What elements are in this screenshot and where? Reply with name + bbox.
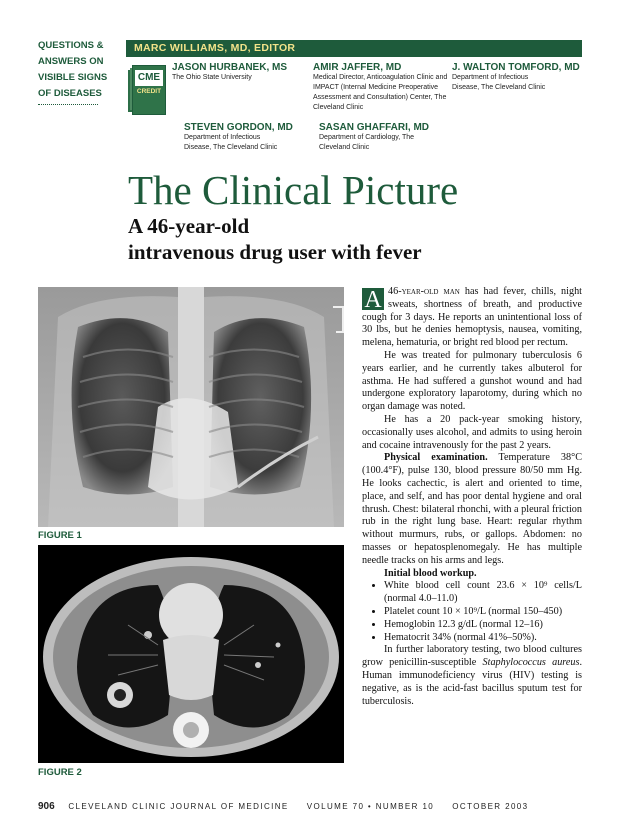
paragraph: [362, 644, 582, 708]
editor-banner: [126, 40, 582, 57]
figure-1-label: FIGURE 1: [38, 530, 82, 541]
author-name: STEVEN GORDON, MD: [184, 122, 293, 133]
article-body: [362, 286, 582, 708]
organism-name: Staphylococcus aureus: [482, 657, 580, 669]
lead-in: 46-year-old man: [388, 286, 460, 297]
page-title: The Clinical Picture: [128, 167, 459, 213]
list-item: • Hematocrit 34% (normal 41%–50%).: [384, 632, 582, 645]
journal-name: CLEVELAND CLINIC JOURNAL OF MEDICINE: [68, 802, 289, 811]
paragraph: [362, 286, 582, 350]
author-affiliation: The Ohio State University: [172, 74, 252, 81]
list-item: • Platelet count 10 × 10⁹/L (normal 150–450): [384, 606, 582, 619]
list-item: • Hemoglobin 12.3 g/dL (normal 12–16): [384, 619, 582, 632]
section-label-line: OF DISEASES: [38, 88, 102, 99]
author-affiliation: Department of Infectious Disease, The Cleveland Clinic: [452, 74, 546, 91]
subtitle-line: A 46-year-old: [128, 214, 250, 238]
editor-name: MARC WILLIAMS, MD, EDITOR: [134, 42, 296, 54]
paragraph-text: has had fever, chills, night sweats, shortness of breath, and productive cough for 3 days. He reports an unintentional loss of 30 lbs, but he denies hemoptysis, nausea, vomiting, melena, hematuria, or bright red blood per rectum.: [362, 286, 582, 349]
paragraph-text: . Human immunodeficiency virus (HIV) testing is negative, as is the acid-fast bacillus sputum test for tuberculosis.: [362, 657, 582, 707]
author-affiliation: Department of Cardiology, The Cleveland Clinic: [319, 134, 415, 151]
paragraph-text: Temperature 38°C (100.4°F), pulse 130, blood pressure 80/50 mm Hg. He looks cachectic, is alert and oriented to time, place, and self, and has poor dental hygiene and oral thrush. Chest: bilateral rhonchi, with a pleural friction rub in the right lung base. Heart: regular rhythm without murmurs, rubs, or gallops. Abdomen: no masses or hepatosplenomegaly. He has multiple needle tracks on his arms and legs.: [362, 452, 582, 566]
journal-date: OCTOBER 2003: [452, 802, 529, 811]
drop-cap: A: [362, 288, 384, 310]
author-block: [313, 62, 448, 113]
author-affiliation: Medical Director, Anticoagulation Clinic and IMPACT (Internal Medicine Preoperative Assessment and Consultation) Center, The Cleveland Clinic: [313, 74, 448, 111]
journal-volume: VOLUME 70 • NUMBER 10: [306, 802, 435, 811]
section-heading: Physical examination.: [384, 452, 488, 464]
paragraph: He has a 20 pack-year smoking history, occasionally uses alcohol, and admits to using heroin and cocaine intravenously for the past 2 years.: [362, 413, 582, 451]
lab-results-list: [362, 580, 582, 644]
author-name: J. WALTON TOMFORD, MD: [452, 62, 580, 73]
page-number: 906: [38, 801, 55, 812]
author-name: SASAN GHAFFARI, MD: [319, 122, 429, 133]
author-affiliation: Department of Infectious Disease, The Cleveland Clinic: [184, 134, 278, 151]
list-item: • White blood cell count 23.6 × 10⁹ cells/L (normal 4.0–11.0): [384, 580, 582, 606]
section-label: [38, 38, 118, 102]
cme-credit-badge: [132, 65, 166, 115]
section-heading: Initial blood workup.: [384, 567, 477, 579]
paragraph: He was treated for pulmonary tuberculosis 6 years earlier, and he currently takes albuterol for asthma. He had suffered a gunshot wound and had undergone exploratory laparotomy, during which no organ damage was noted.: [362, 349, 582, 413]
paragraph: [362, 568, 582, 581]
section-label-line: QUESTIONS &: [38, 40, 104, 51]
author-name: AMIR JAFFER, MD: [313, 62, 402, 73]
paragraph: [362, 452, 582, 567]
chest-xray-image: [38, 287, 344, 527]
author-block: [452, 62, 587, 93]
author-block: [184, 122, 309, 153]
author-block: [172, 62, 307, 83]
cme-credit-text: CREDIT: [136, 88, 162, 95]
subtitle-line: intravenous drug user with fever: [128, 240, 422, 264]
page-subtitle: [128, 213, 568, 265]
page-footer: [38, 801, 529, 812]
section-label-line: ANSWERS ON: [38, 56, 104, 67]
section-label-line: VISIBLE SIGNS: [38, 72, 108, 83]
dotted-divider: [38, 104, 98, 105]
author-block: [319, 122, 449, 153]
cme-label: CME: [135, 70, 163, 86]
paragraph-text: In further laboratory testing, two blood cultures grow penicillin-susceptible: [362, 644, 582, 669]
figure-2-label: FIGURE 2: [38, 767, 82, 778]
chest-ct-image: [38, 545, 344, 763]
author-name: JASON HURBANEK, MS: [172, 62, 288, 73]
